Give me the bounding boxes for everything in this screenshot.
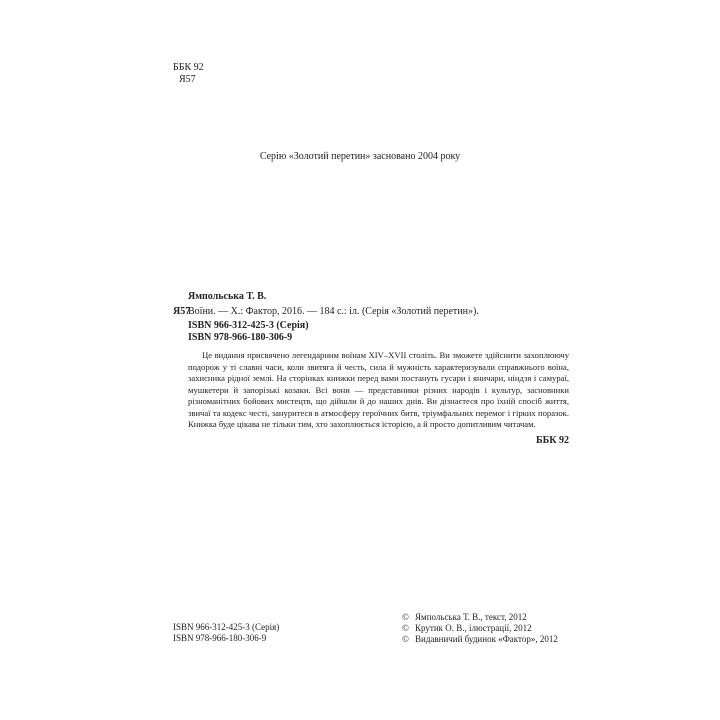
series-note: Серію «Золотий перетин» засновано 2004 року xyxy=(259,151,461,162)
copyright-sign: © xyxy=(402,623,409,633)
copyright-line xyxy=(402,623,558,634)
bibliographic-entry: Воїни. — Х.: Фактор, 2016. — 184 с.: іл. (Серія «Золотий перетин»). xyxy=(188,306,479,317)
copyright-line xyxy=(402,634,558,645)
catalog-code: Я57 xyxy=(173,306,191,317)
copyright-text: Видавничий будинок «Фактор», 2012 xyxy=(415,634,558,644)
copyright-text: Ямпольська Т. В., текст, 2012 xyxy=(415,612,527,622)
footer-isbn-block xyxy=(173,622,279,644)
classification-block xyxy=(173,62,204,86)
footer-isbn-series: ISBN 966-312-425-3 (Серія) xyxy=(173,622,280,632)
catalog-author: Ямпольська Т. В. xyxy=(188,291,267,302)
bbk-code: ББК 92 xyxy=(173,62,204,73)
catalog-isbn-block xyxy=(188,320,309,344)
footer-isbn-book: ISBN 978-966-180-306-9 xyxy=(173,633,267,643)
book-abstract: Це видання присвячено легендарним воїнам XIV–XVII століть. Ви зможете здійснити захоплюючу подорож у ті славні часи, коли звитяга й честь, сила й мужність характеризували справжнього воїна, захисника рідної землі. На сторінках книжки перед вами постануть гусари і яничари, ніндзя і самураї, мушкетери й запорізькі козаки. Всі вони — представники різних народів і культур, засновники різноманітних бойових мистецтв, що дійшли й до наших днів. Ви дізнаєтеся про їхній спосіб життя, звичаї та кодекс честі, зануритеся в атмосферу героїчних битв, тріумфальних перемог і гірких поразок. Книжка буде цікава не тільки тим, хто захоплюється історією, а й просто допитливим читачам. xyxy=(188,350,569,429)
catalog-isbn-book: ISBN 978-966-180-306-9 xyxy=(188,332,293,343)
copyright-sign: © xyxy=(402,612,409,622)
author-mark: Я57 xyxy=(179,74,196,85)
copyright-text: Крутик О. В., ілюстрації, 2012 xyxy=(415,623,532,633)
catalog-bbk: ББК 92 xyxy=(536,435,569,446)
catalog-isbn-series: ISBN 966-312-425-3 (Серія) xyxy=(188,320,309,331)
copyright-sign: © xyxy=(402,634,409,644)
copyright-block xyxy=(402,612,558,645)
copyright-line xyxy=(402,612,558,623)
